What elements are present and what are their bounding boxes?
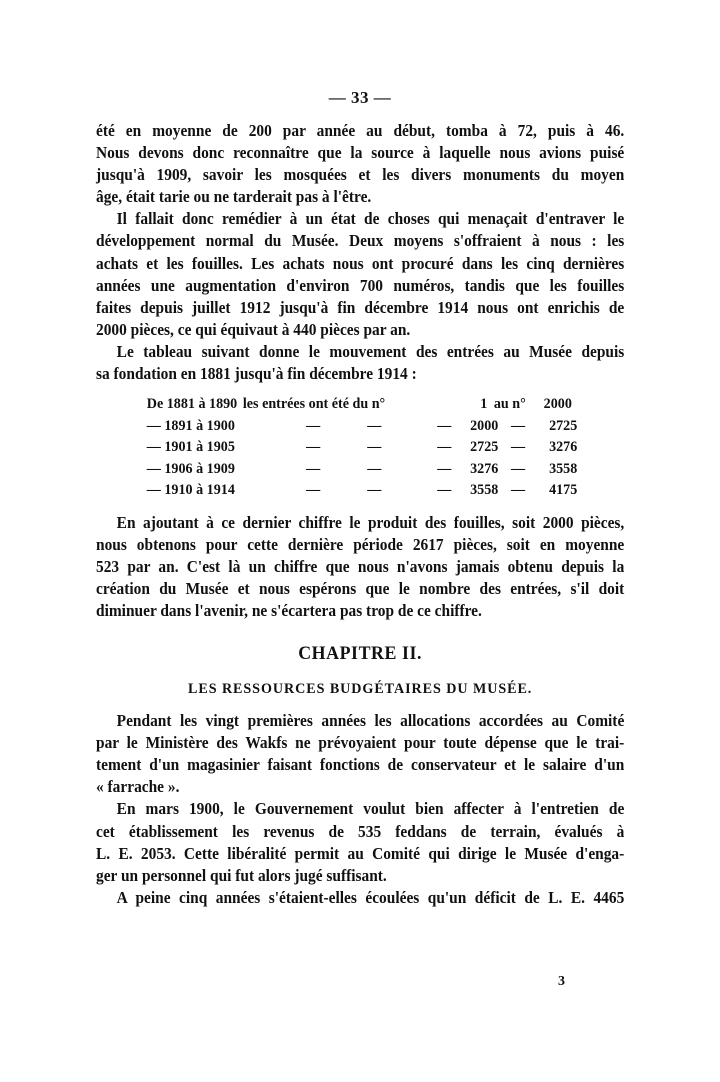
page-number-header: — 33 — bbox=[328, 88, 392, 107]
text-line: sa fondation en 1881 jusqu'à fin décembre 1914 : bbox=[96, 364, 417, 384]
text-line: développement normal du Musée. Deux moyens s'offraient à nous : les bbox=[96, 231, 625, 251]
text-line: 523 par an. C'est là un chiffre que nous n'avons jamais obtenu depuis la bbox=[96, 556, 625, 576]
text-line: achats et les fouilles. Les achats nous ont procuré dans les cinq dernières bbox=[96, 253, 625, 273]
paragraph-1 bbox=[96, 120, 624, 208]
text-line: création du Musée et nous espérons que le nombre des entrées, s'il doit bbox=[96, 578, 625, 598]
page-body bbox=[96, 120, 624, 909]
table-cell-intro: les entrées ont été du n° bbox=[242, 396, 386, 413]
table-cell-from: 3276 bbox=[470, 460, 499, 477]
text-line: tement d'un magasinier faisant fonctions de conservateur et le salaire d'un bbox=[96, 755, 625, 775]
text-line: Nous devons donc reconnaître que la source à laquelle nous avions puisé bbox=[96, 143, 625, 163]
signature-mark: 3 bbox=[558, 974, 565, 989]
table-cell-period: — 1910 à 1914 bbox=[146, 482, 235, 499]
ditto-mark: — bbox=[367, 439, 382, 456]
ditto-mark: — bbox=[306, 482, 321, 499]
table-row bbox=[96, 394, 624, 416]
table-cell-to: 3276 bbox=[549, 439, 578, 456]
ditto-mark: — bbox=[367, 460, 382, 477]
ditto-mark: — bbox=[511, 417, 526, 434]
ditto-mark: — bbox=[306, 460, 321, 477]
text-line: Pendant les vingt premières années les allocations accordées au Comité bbox=[116, 711, 625, 731]
text-line: âge, était tarie ou ne tarderait pas à l'être. bbox=[96, 187, 372, 207]
table-cell-period: — 1901 à 1905 bbox=[146, 439, 235, 456]
ditto-mark: — bbox=[437, 439, 452, 456]
text-line: L. E. 2053. Cette libéralité permit au Comité qui dirige le Musée d'enga- bbox=[96, 843, 625, 863]
text-line: jusqu'à 1909, savoir les mosquées et les divers monuments du moyen bbox=[96, 165, 625, 185]
paragraph-7 bbox=[96, 887, 624, 909]
ditto-mark: — bbox=[437, 482, 452, 499]
ditto-mark: — bbox=[367, 417, 382, 434]
ditto-mark: — bbox=[511, 460, 526, 477]
table-row bbox=[96, 480, 624, 502]
text-line: nous obtenons pour cette dernière période 2617 pièces, soit en moyenne bbox=[96, 534, 625, 554]
text-line: cet établissement les revenus de 535 feddans de terrain, évalués à bbox=[96, 821, 625, 841]
table-cell-period: — 1906 à 1909 bbox=[146, 460, 235, 477]
ditto-mark: — bbox=[437, 460, 452, 477]
ditto-mark: — bbox=[306, 439, 321, 456]
table-cell-period: De 1881 à 1890 bbox=[146, 396, 238, 413]
ditto-mark: — bbox=[437, 417, 452, 434]
table-cell-to: 2725 bbox=[549, 417, 578, 434]
text-line: été en moyenne de 200 par année au début, tomba à 72, puis à 46. bbox=[96, 121, 625, 140]
table-cell-from: 1 bbox=[480, 396, 488, 413]
table-cell-from: 3558 bbox=[470, 482, 499, 499]
table-cell-from: 2000 bbox=[470, 417, 499, 434]
text-line: A peine cinq années s'étaient-elles écoulées qu'un déficit de L. E. 4465 bbox=[116, 887, 625, 907]
text-line: En mars 1900, le Gouvernement voulut bien affecter à l'entretien de bbox=[116, 799, 625, 819]
text-line: années une augmentation d'environ 700 numéros, tandis que les fouilles bbox=[96, 275, 625, 295]
text-line: En ajoutant à ce dernier chiffre le produit des fouilles, soit 2000 pièces, bbox=[116, 512, 625, 532]
chapter-subtitle: LES RESSOURCES BUDGÉTAIRES DU MUSÉE. bbox=[188, 681, 533, 698]
table-cell-period: — 1891 à 1900 bbox=[146, 417, 235, 434]
text-line: Le tableau suivant donne le mouvement des entrées au Musée depuis bbox=[116, 341, 625, 361]
table-row bbox=[96, 416, 624, 438]
table-row bbox=[96, 437, 624, 459]
table-row bbox=[96, 459, 624, 481]
text-line: ger un personnel qui fut alors jugé suffisant. bbox=[96, 865, 387, 885]
text-line: Il fallait donc remédier à un état de choses qui menaçait d'entraver le bbox=[116, 209, 625, 229]
ditto-mark: — bbox=[367, 482, 382, 499]
paragraph-3 bbox=[96, 341, 624, 385]
paragraph-5 bbox=[96, 710, 624, 798]
table-cell-to: 2000 bbox=[543, 396, 572, 413]
ditto-mark: — bbox=[511, 439, 526, 456]
text-line: par le Ministère des Wakfs ne prévoyaient pour toute dépense que le trai- bbox=[96, 733, 625, 753]
table-cell-from: 2725 bbox=[470, 439, 499, 456]
ditto-mark: — bbox=[511, 482, 526, 499]
table-cell-to: 4175 bbox=[549, 482, 578, 499]
text-line: diminuer dans l'avenir, ne s'écartera pas trop de ce chiffre. bbox=[96, 601, 482, 620]
entries-table bbox=[96, 394, 624, 502]
paragraph-6 bbox=[96, 798, 624, 886]
text-line: « farrache ». bbox=[96, 777, 180, 797]
table-cell-mid: au n° bbox=[493, 396, 526, 413]
chapter-title: CHAPITRE II. bbox=[298, 643, 423, 665]
ditto-mark: — bbox=[306, 417, 321, 434]
paragraph-2 bbox=[96, 208, 624, 341]
paragraph-4 bbox=[96, 512, 624, 622]
table-cell-to: 3558 bbox=[549, 460, 578, 477]
text-line: faites depuis juillet 1912 jusqu'à fin décembre 1914 nous ont enrichis de bbox=[96, 297, 625, 317]
text-line: 2000 pièces, ce qui équivaut à 440 pièces par an. bbox=[96, 319, 411, 339]
